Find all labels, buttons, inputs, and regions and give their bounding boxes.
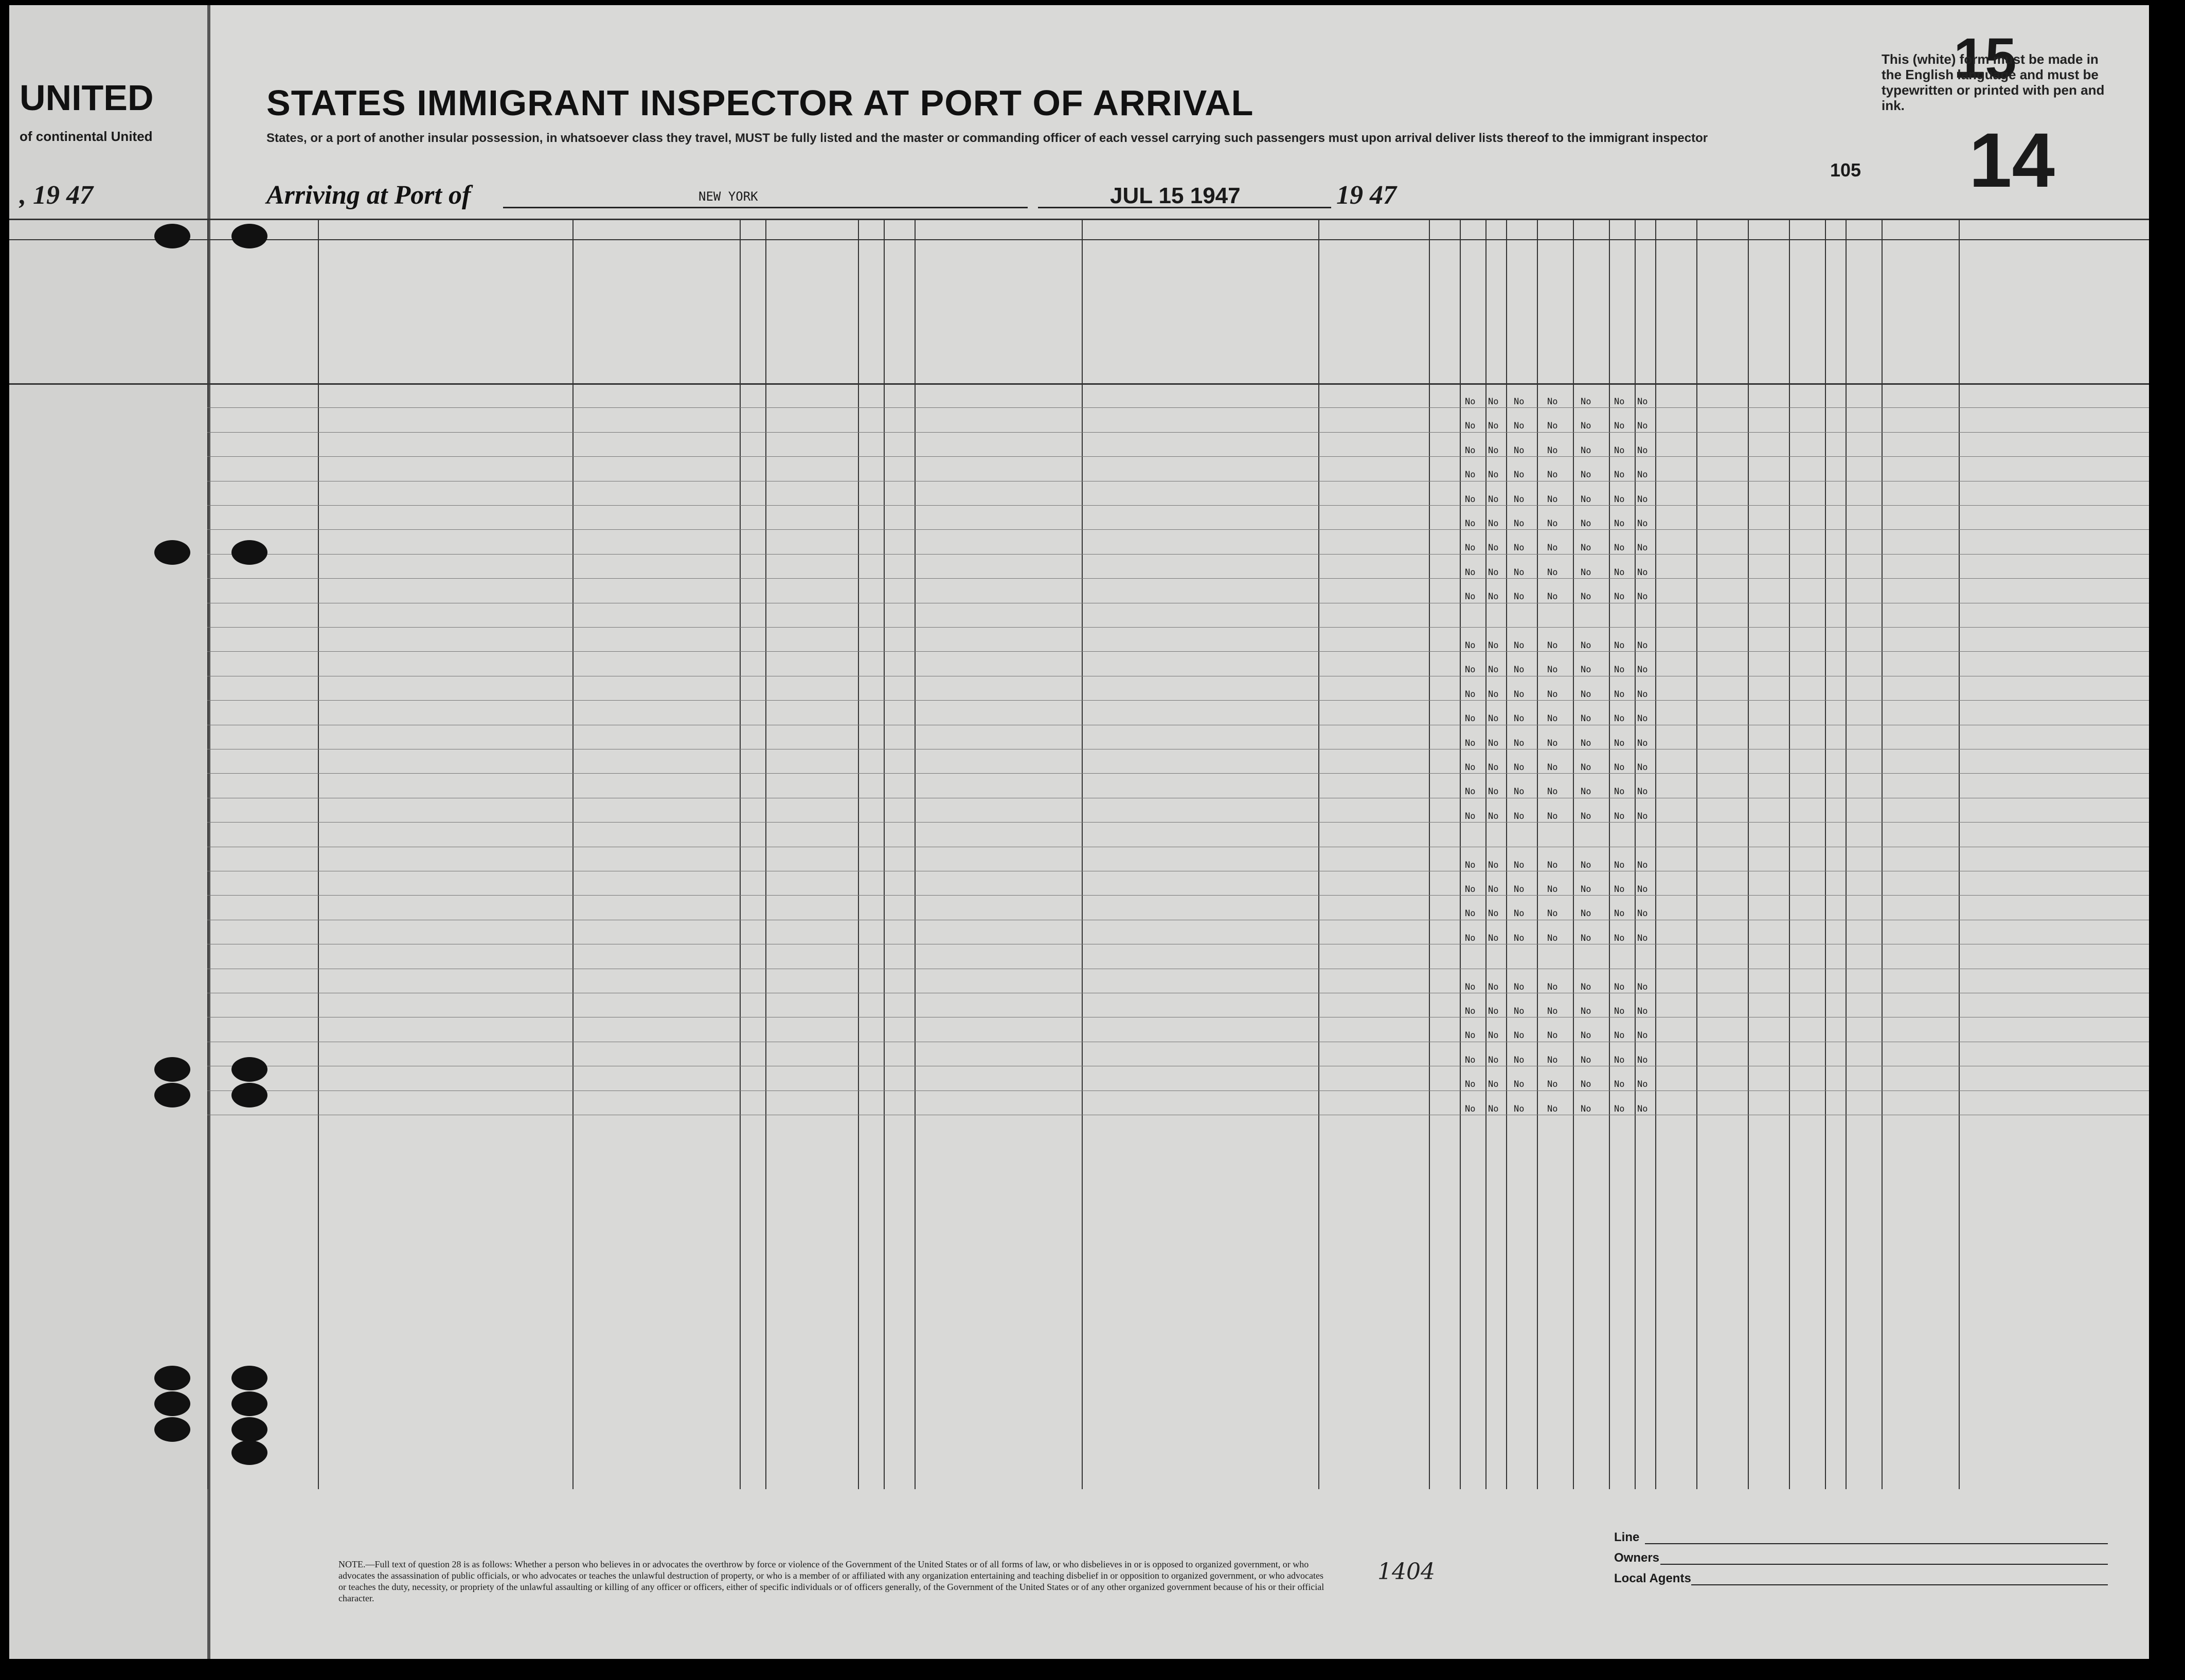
no-answer: No [1581,738,1591,748]
no-answer: No [1637,689,1648,700]
no-answer: No [1488,1030,1499,1041]
no-answer: No [1547,567,1558,578]
no-answer: No [1488,445,1499,456]
row-rule [207,578,2149,579]
column-rule [1655,219,1656,1489]
no-answer: No [1514,1006,1525,1016]
column-rule [207,219,208,1489]
no-answer: No [1465,519,1476,529]
no-answer: No [1547,592,1558,602]
no-answer: No [1581,421,1591,432]
binder-hole [231,224,267,248]
no-answer: No [1488,494,1499,505]
handwritten-1404: 1404 [1377,1559,1435,1585]
no-answer: No [1514,421,1525,432]
no-answer: No [1547,689,1558,700]
no-answer: No [1581,494,1591,505]
no-answer: No [1514,981,1525,992]
no-answer: No [1514,445,1525,456]
no-answer: No [1465,640,1476,651]
no-answer: No [1637,884,1648,895]
no-answer: No [1488,1006,1499,1016]
no-answer: No [1547,762,1558,773]
left-year: , 19 47 [20,181,93,210]
owners-label: Owners [1614,1551,1660,1565]
no-answer: No [1488,665,1499,675]
line-label: Line [1614,1530,1640,1544]
no-answer: No [1488,470,1499,480]
left-header-fragment: UNITED [20,78,154,118]
no-answer: No [1465,1055,1476,1065]
column-rule [858,219,859,1489]
no-answer: No [1547,494,1558,505]
arriving-label: Arriving at Port of [266,181,471,210]
no-answer: No [1465,762,1476,773]
no-answer: No [1465,421,1476,432]
no-answer: No [1637,762,1648,773]
no-answer: No [1637,860,1648,870]
binder-hole [154,1366,190,1390]
no-answer: No [1637,908,1648,919]
no-answer: No [1488,397,1499,407]
no-answer: No [1581,470,1591,480]
column-rule [765,219,766,1489]
no-answer: No [1488,908,1499,919]
no-answer: No [1637,1006,1648,1016]
no-answer: No [1488,787,1499,797]
column-rule [1959,219,1960,1489]
no-answer: No [1547,738,1558,748]
no-answer: No [1581,811,1591,821]
no-answer: No [1547,543,1558,553]
no-answer: No [1465,1006,1476,1016]
no-answer: No [1614,1079,1625,1090]
no-answer: No [1514,787,1525,797]
binder-hole [231,1083,267,1107]
manifest-sheet [9,5,2149,1659]
no-answer: No [1547,1030,1558,1041]
no-answer: No [1637,787,1648,797]
no-answer: No [1465,860,1476,870]
no-answer: No [1488,543,1499,553]
no-answer: No [1581,445,1591,456]
no-answer: No [1465,884,1476,895]
column-rule [1318,219,1319,1489]
agents-rule [1691,1584,2108,1585]
no-answer: No [1547,860,1558,870]
owners-rule [1660,1564,2108,1565]
column-rule [1460,219,1461,1489]
no-answer: No [1614,567,1625,578]
no-answer: No [1637,981,1648,992]
no-answer: No [1488,884,1499,895]
binder-hole [154,1083,190,1107]
column-rule [1429,219,1430,1489]
no-answer: No [1547,519,1558,529]
no-answer: No [1614,981,1625,992]
no-answer: No [1637,421,1648,432]
column-rule [740,219,741,1489]
no-answer: No [1465,787,1476,797]
no-answer: No [1514,567,1525,578]
no-answer: No [1614,1103,1625,1114]
no-answer: No [1547,713,1558,724]
no-answer: No [1581,592,1591,602]
no-answer: No [1465,567,1476,578]
row-rule [207,505,2149,506]
column-rule [1748,219,1749,1489]
no-answer: No [1488,567,1499,578]
no-answer: No [1514,738,1525,748]
column-rule [1846,219,1847,1489]
no-answer: No [1581,689,1591,700]
no-answer: No [1547,933,1558,943]
no-answer: No [1614,884,1625,895]
no-answer: No [1581,787,1591,797]
no-answer: No [1488,713,1499,724]
no-answer: No [1581,762,1591,773]
no-answer: No [1637,519,1648,529]
no-answer: No [1581,397,1591,407]
column-rule [915,219,916,1489]
binder-hole [154,1417,190,1442]
no-answer: No [1614,860,1625,870]
row-rule [207,895,2149,896]
arrival-date-stamp: JUL 15 1947 [1110,183,1241,208]
no-answer: No [1488,1079,1499,1090]
no-answer: No [1514,397,1525,407]
no-answer: No [1614,713,1625,724]
no-answer: No [1614,1055,1625,1065]
question-28-note: NOTE.—Full text of question 28 is as follows: Whether a person who believes in or advocates the overthrow by force or violence of the Government of the United States or of all forms of law, or who disbelieves in or is opposed to organized government, or who advocates the assassination of public officials, or who advocates or teaches the unlawful destruction of property, or who is a member of or affiliated with any organization entertaining and teaching disbelief in or opposition to organized government, or who advocates or teaches the duty, necessity, or propriety of the unlawful assaulting or killing of any officer or officers, either of specific individuals or of officers generally, of the Government of the United States or of any other organized government because of his or their official character. [338,1559,1324,1603]
no-answer: No [1637,665,1648,675]
no-answer: No [1614,811,1625,821]
no-answer: No [1581,567,1591,578]
no-answer: No [1614,1006,1625,1016]
no-answer: No [1614,689,1625,700]
column-rule [1825,219,1826,1489]
no-answer: No [1514,1079,1525,1090]
column-rule [1537,219,1538,1489]
no-answer: No [1465,494,1476,505]
no-answer: No [1514,933,1525,943]
no-answer: No [1581,1030,1591,1041]
no-answer: No [1488,738,1499,748]
no-answer: No [1637,494,1648,505]
no-answer: No [1547,1055,1558,1065]
no-answer: No [1514,908,1525,919]
binder-hole [231,540,267,565]
no-answer: No [1514,470,1525,480]
port-name: NEW YORK [699,189,758,204]
no-answer: No [1614,640,1625,651]
no-answer: No [1637,567,1648,578]
no-answer: No [1614,738,1625,748]
no-answer: No [1637,1079,1648,1090]
no-answer: No [1614,519,1625,529]
row-rule [207,407,2149,408]
no-answer: No [1637,713,1648,724]
no-answer: No [1614,421,1625,432]
no-answer: No [1488,860,1499,870]
no-answer: No [1637,933,1648,943]
row-rule [207,627,2149,628]
local-agents-label: Local Agents [1614,1571,1691,1585]
no-answer: No [1514,519,1525,529]
no-answer: No [1581,519,1591,529]
no-answer: No [1465,738,1476,748]
no-answer: No [1514,640,1525,651]
page-title: STATES IMMIGRANT INSPECTOR AT PORT OF ARRIVAL [266,83,1254,123]
form-instruction: This (white) form must be made in the English language and must be typewritten or printed with pen and ink. [1882,51,2105,113]
list-number: 105 [1830,159,1861,181]
column-rule [1506,219,1507,1489]
no-answer: No [1514,884,1525,895]
no-answer: No [1547,470,1558,480]
column-number-rule [9,239,2149,240]
column-rule [1485,219,1486,1489]
no-answer: No [1547,1103,1558,1114]
no-answer: No [1581,981,1591,992]
column-rule [572,219,574,1489]
port-line [503,207,1028,208]
no-answer: No [1547,981,1558,992]
no-answer: No [1547,665,1558,675]
no-answer: No [1547,421,1558,432]
no-answer: No [1614,933,1625,943]
binder-hole [154,540,190,565]
no-answer: No [1488,592,1499,602]
no-answer: No [1581,1103,1591,1114]
no-answer: No [1614,397,1625,407]
no-answer: No [1465,713,1476,724]
column-rule [884,219,885,1489]
no-answer: No [1465,1103,1476,1114]
no-answer: No [1465,543,1476,553]
page-subtitle: States, or a port of another insular possession, in whatsoever class they travel, MUST be fully listed and the master or commanding officer of each vessel carrying such passengers must upon arrival deliver lists thereof to the immigrant inspector [266,131,1708,145]
no-answer: No [1514,1103,1525,1114]
column-rule [1696,219,1697,1489]
no-answer: No [1488,981,1499,992]
column-rule [1789,219,1790,1489]
no-answer: No [1465,689,1476,700]
row-rule [207,651,2149,652]
no-answer: No [1488,762,1499,773]
binder-hole [231,1417,267,1442]
no-answer: No [1637,470,1648,480]
no-answer: No [1547,397,1558,407]
no-answer: No [1514,494,1525,505]
column-rule [1609,219,1610,1489]
no-answer: No [1465,470,1476,480]
no-answer: No [1488,689,1499,700]
no-answer: No [1465,981,1476,992]
no-answer: No [1547,811,1558,821]
no-answer: No [1465,933,1476,943]
row-rule [207,554,2149,555]
no-answer: No [1488,421,1499,432]
no-answer: No [1514,713,1525,724]
no-answer: No [1514,1055,1525,1065]
no-answer: No [1614,494,1625,505]
no-answer: No [1614,445,1625,456]
no-answer: No [1581,543,1591,553]
no-answer: No [1547,908,1558,919]
no-answer: No [1614,762,1625,773]
no-answer: No [1547,445,1558,456]
no-answer: No [1614,470,1625,480]
no-answer: No [1488,640,1499,651]
no-answer: No [1614,543,1625,553]
no-answer: No [1465,445,1476,456]
no-answer: No [1547,787,1558,797]
no-answer: No [1514,1030,1525,1041]
binder-hole [231,1057,267,1082]
no-answer: No [1614,592,1625,602]
no-answer: No [1581,908,1591,919]
row-rule [207,773,2149,774]
no-answer: No [1465,1030,1476,1041]
no-answer: No [1514,811,1525,821]
no-answer: No [1465,811,1476,821]
binder-hole [231,1440,267,1465]
no-answer: No [1488,811,1499,821]
no-answer: No [1514,689,1525,700]
no-answer: No [1488,933,1499,943]
row-rule [207,529,2149,530]
no-answer: No [1581,640,1591,651]
no-answer: No [1614,787,1625,797]
left-header-sub: of continental United [20,129,153,144]
no-answer: No [1488,1103,1499,1114]
no-answer: No [1488,519,1499,529]
binder-hole [154,1391,190,1416]
no-answer: No [1547,1079,1558,1090]
row-rule [207,456,2149,457]
no-answer: No [1637,1103,1648,1114]
no-answer: No [1514,543,1525,553]
binder-hole [154,1057,190,1082]
column-rule [1635,219,1636,1489]
column-rule [1882,219,1883,1489]
column-rule [1573,219,1574,1489]
line-rule [1645,1543,2108,1544]
no-answer: No [1637,397,1648,407]
no-answer: No [1581,1006,1591,1016]
no-answer: No [1514,592,1525,602]
no-answer: No [1465,1079,1476,1090]
no-answer: No [1581,933,1591,943]
handwritten-page-number: 14 [1969,117,2055,203]
no-answer: No [1581,860,1591,870]
no-answer: No [1465,908,1476,919]
struck-list-number: 15 [1954,27,2017,90]
no-answer: No [1614,1030,1625,1041]
no-answer: No [1614,665,1625,675]
no-answer: No [1581,665,1591,675]
header-bottom-rule [9,383,2149,385]
binder-hole [231,1366,267,1390]
header-top-rule [9,219,2149,220]
no-answer: No [1514,665,1525,675]
no-answer: No [1637,738,1648,748]
column-rule [1082,219,1083,1489]
no-answer: No [1581,1055,1591,1065]
no-answer: No [1514,762,1525,773]
no-answer: No [1465,592,1476,602]
no-answer: No [1514,860,1525,870]
no-answer: No [1581,884,1591,895]
no-answer: No [1637,445,1648,456]
no-answer: No [1581,1079,1591,1090]
no-answer: No [1488,1055,1499,1065]
no-answer: No [1637,1030,1648,1041]
no-answer: No [1637,1055,1648,1065]
column-rule [318,219,319,1489]
no-answer: No [1614,908,1625,919]
arrival-year: 19 47 [1336,181,1396,210]
no-answer: No [1547,1006,1558,1016]
no-answer: No [1637,543,1648,553]
row-rule [207,432,2149,433]
binder-hole [154,224,190,248]
no-answer: No [1581,713,1591,724]
row-rule [207,822,2149,823]
no-answer: No [1465,665,1476,675]
row-rule [207,700,2149,701]
no-answer: No [1547,884,1558,895]
binder-hole [231,1391,267,1416]
no-answer: No [1637,640,1648,651]
no-answer: No [1465,397,1476,407]
no-answer: No [1637,592,1648,602]
no-answer: No [1547,640,1558,651]
no-answer: No [1637,811,1648,821]
